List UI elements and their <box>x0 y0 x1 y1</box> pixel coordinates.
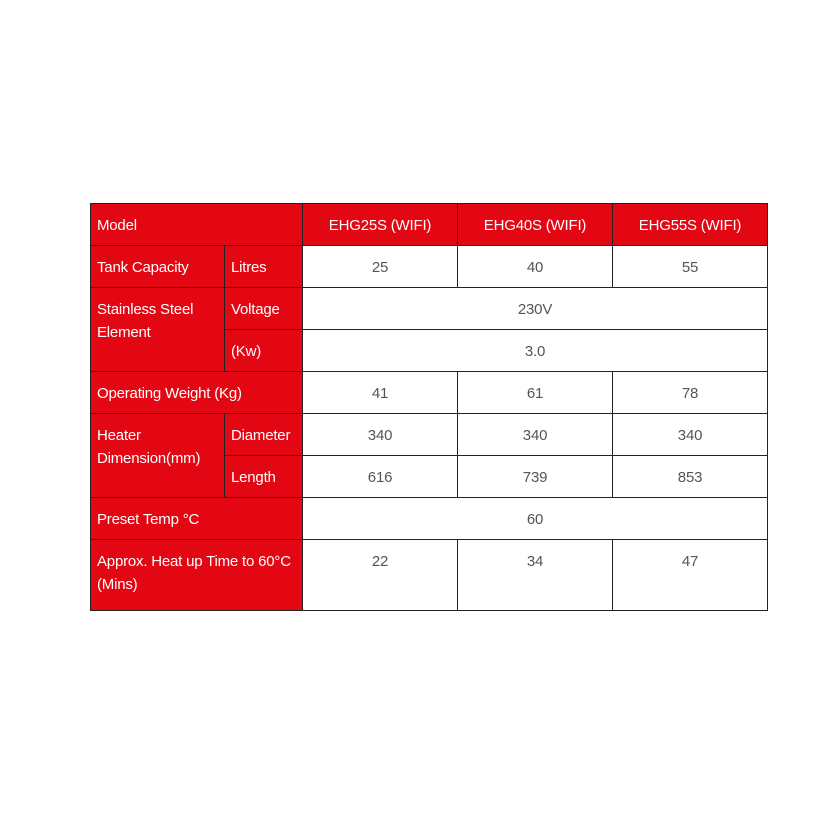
preset-temp-value: 60 <box>303 498 768 540</box>
table-cell: 40 <box>458 246 613 288</box>
table-cell: 47 <box>613 540 768 611</box>
table-cell: 22 <box>303 540 458 611</box>
spec-table <box>90 203 768 611</box>
table-row-operating-weight <box>91 372 768 414</box>
voltage-value: 230V <box>303 288 768 330</box>
element-label: Stainless Steel Element <box>91 288 225 372</box>
kw-value: 3.0 <box>303 330 768 372</box>
model-label: Model <box>91 204 303 246</box>
table-cell: 78 <box>613 372 768 414</box>
table-cell: 340 <box>613 414 768 456</box>
preset-temp-label: Preset Temp °C <box>91 498 303 540</box>
length-label: Length <box>225 456 303 498</box>
diameter-label: Diameter <box>225 414 303 456</box>
table-row-tank-capacity <box>91 246 768 288</box>
table-row-model <box>91 204 768 246</box>
table-row-heat-up-time <box>91 540 768 611</box>
table-cell: 41 <box>303 372 458 414</box>
heater-dimension-label: Heater Dimension(mm) <box>91 414 225 498</box>
table-cell: 853 <box>613 456 768 498</box>
table-cell: 616 <box>303 456 458 498</box>
table-row-voltage <box>91 288 768 330</box>
table-cell: 55 <box>613 246 768 288</box>
model-header: EHG55S (WIFI) <box>613 204 768 246</box>
table-cell: 61 <box>458 372 613 414</box>
operating-weight-label: Operating Weight (Kg) <box>91 372 303 414</box>
tank-capacity-unit: Litres <box>225 246 303 288</box>
table-cell: 340 <box>458 414 613 456</box>
heat-up-time-label: Approx. Heat up Time to 60°C (Mins) <box>91 540 303 611</box>
table-cell: 25 <box>303 246 458 288</box>
table-cell: 739 <box>458 456 613 498</box>
model-header: EHG25S (WIFI) <box>303 204 458 246</box>
table-cell: 340 <box>303 414 458 456</box>
tank-capacity-label: Tank Capacity <box>91 246 225 288</box>
table-cell: 34 <box>458 540 613 611</box>
kw-label: (Kw) <box>225 330 303 372</box>
model-header: EHG40S (WIFI) <box>458 204 613 246</box>
table-row-preset-temp <box>91 498 768 540</box>
table-row-diameter <box>91 414 768 456</box>
voltage-label: Voltage <box>225 288 303 330</box>
